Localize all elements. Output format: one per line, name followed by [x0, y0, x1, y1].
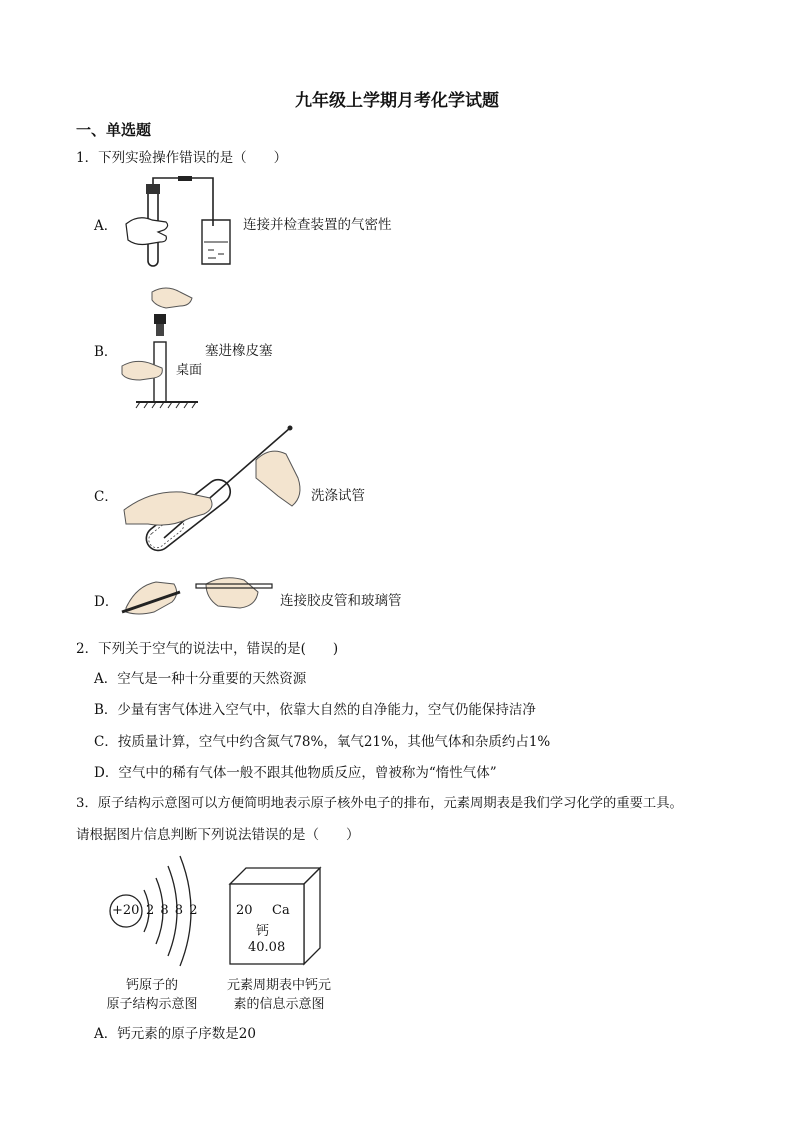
q1-option-b-caption: 塞进橡皮塞	[205, 343, 273, 359]
q1-option-a-caption: 连接并检查装置的气密性	[243, 217, 392, 233]
page-title: 九年级上学期月考化学试题	[295, 91, 499, 111]
atom-diagram-caption-line-1: 钙原子的	[125, 978, 178, 993]
question-2-stem: 2．下列关于空气的说法中，错误的是( )	[76, 641, 339, 657]
question-3-stem-line-1: 3．原子结构示意图可以方便简明地表示原子核外电子的排布，元素周期表是我们学习化学的重要工具。	[76, 796, 683, 811]
question-1-stem: 1．下列实验操作错误的是（ ）	[76, 150, 288, 166]
atom-electron-shells: 2 8 8 2	[146, 903, 198, 918]
element-atomic-number: 20	[236, 903, 253, 918]
q2-option-c: C．按质量计算，空气中约含氮气78%，氧气21%，其他气体和杂质约占1%	[94, 734, 551, 750]
question-3-stem-line-2: 请根据图片信息判断下列说法错误的是（ ）	[76, 827, 360, 843]
q1-option-d-caption: 连接胶皮管和玻璃管	[280, 593, 402, 609]
q2-option-d: D．空气中的稀有气体一般不跟其他物质反应，曾被称为“惰性气体”	[94, 765, 497, 781]
atom-nucleus-charge: +20	[112, 903, 140, 918]
element-name: 钙	[256, 924, 270, 939]
test-tube-washing-illustration	[120, 420, 306, 564]
q1-option-d-label: D．	[94, 594, 119, 610]
airtightness-check-illustration	[118, 176, 248, 272]
q2-option-a: A．空气是一种十分重要的天然资源	[94, 671, 307, 687]
stopper-insertion-illustration	[118, 284, 202, 410]
q3-option-a: A．钙元素的原子序数是20	[94, 1026, 256, 1042]
tube-connection-illustration	[120, 572, 276, 618]
q1-option-b-table-label: 桌面	[176, 363, 203, 378]
q1-option-c-caption: 洗涤试管	[311, 488, 365, 504]
section-heading: 一、单选题	[76, 121, 152, 139]
atom-diagram-caption-line-2: 原子结构示意图	[106, 997, 198, 1012]
q1-option-c-label: C．	[94, 489, 118, 505]
element-cell-caption-line-1: 元素周期表中钙元	[226, 978, 331, 993]
q1-option-b-label: B．	[94, 344, 118, 360]
element-cell-caption-line-2: 素的信息示意图	[233, 997, 325, 1012]
element-atomic-mass: 40.08	[248, 940, 286, 955]
q2-option-b: B．少量有害气体进入空气中，依靠大自然的自净能力，空气仍能保持洁净	[94, 702, 536, 718]
element-symbol: Ca	[272, 903, 290, 918]
q1-option-a-label: A．	[94, 218, 118, 234]
